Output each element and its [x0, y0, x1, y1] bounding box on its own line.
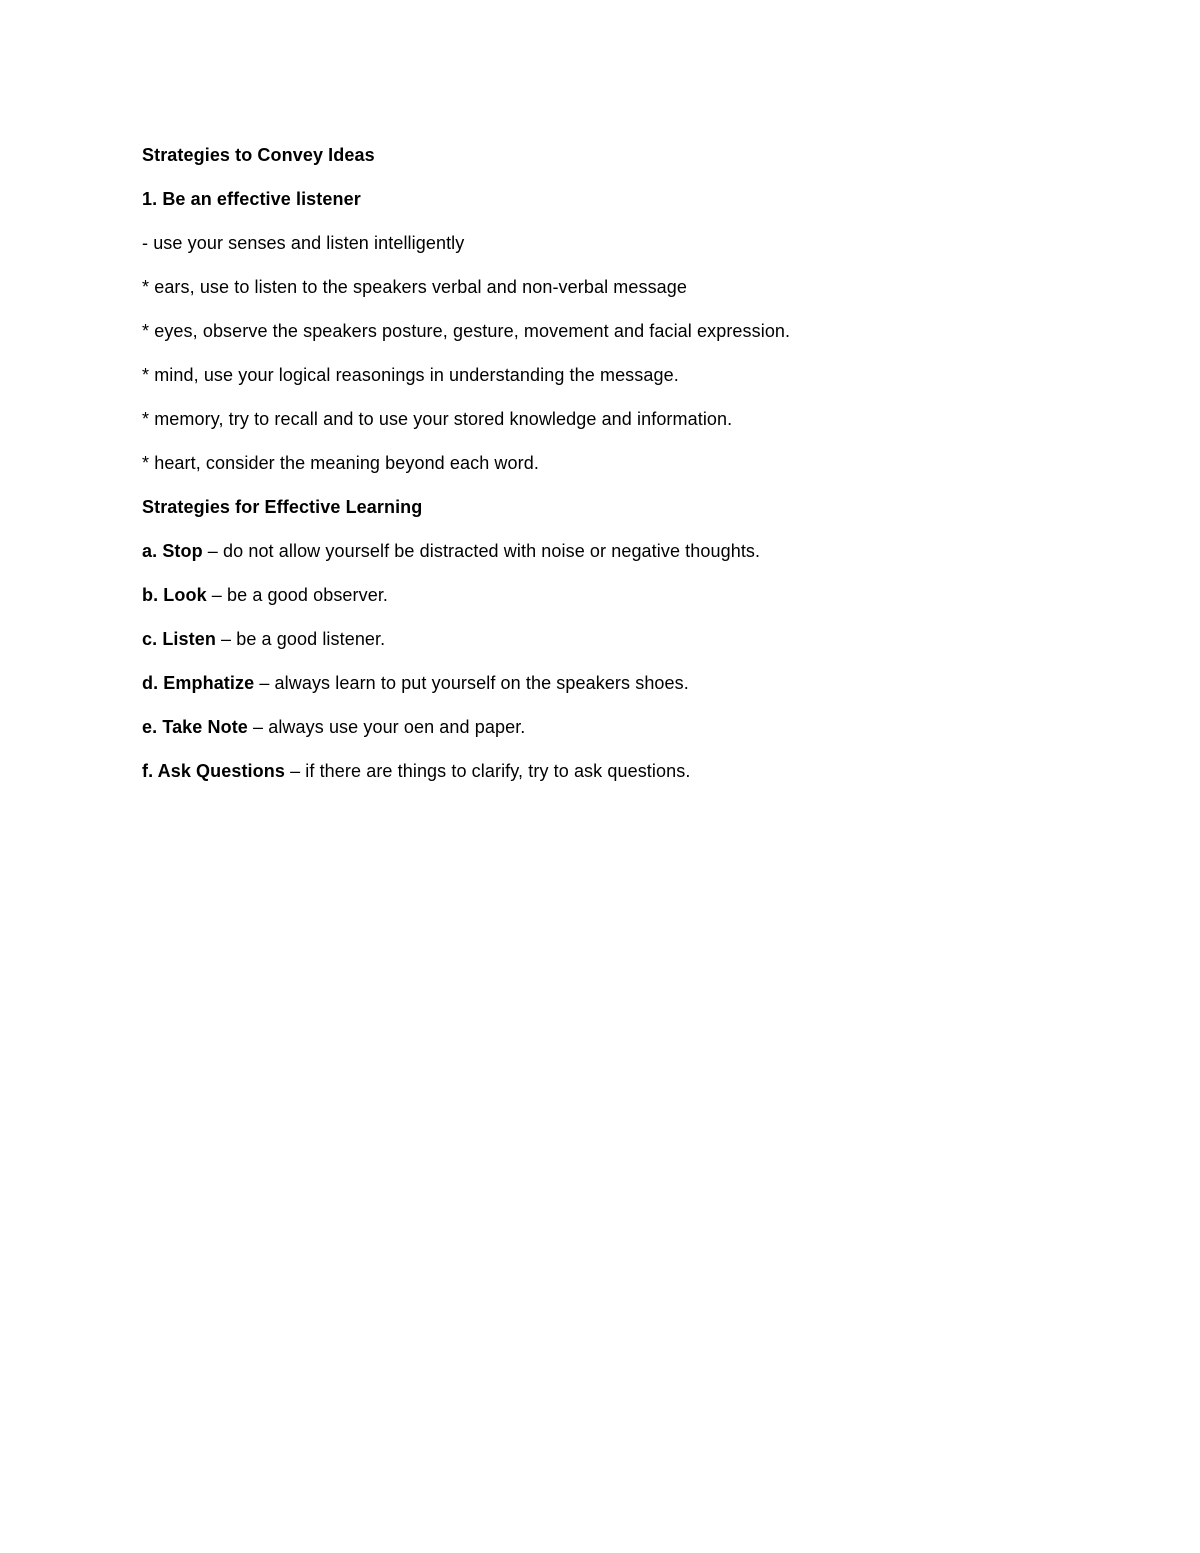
strategy-item-listen [142, 624, 1102, 654]
strategy-desc: – always learn to put yourself on the speakers shoes. [254, 673, 689, 693]
sense-item-heart: * heart, consider the meaning beyond each word. [142, 453, 539, 473]
strategy-desc: – do not allow yourself be distracted with noise or negative thoughts. [202, 541, 761, 561]
section-title-convey-ideas: Strategies to Convey Ideas [142, 145, 375, 165]
strategy-term: d. Emphatize [142, 673, 255, 693]
sense-item-mind: * mind, use your logical reasonings in understanding the message. [142, 365, 679, 385]
document-content [142, 140, 1102, 800]
strategy-term: b. Look [142, 585, 207, 605]
strategy-term: e. Take Note [142, 717, 248, 737]
strategy-item-look [142, 580, 1102, 610]
sense-item-ears: * ears, use to listen to the speakers verbal and non-verbal message [142, 277, 688, 297]
strategy-term: f. Ask Questions [142, 761, 285, 781]
strategy-item-emphatize [142, 668, 1102, 698]
strategy-desc: – be a good listener. [215, 629, 386, 649]
strategy-term: c. Listen [142, 629, 216, 649]
item-intro-senses: - use your senses and listen intelligently [142, 233, 465, 253]
sense-item-eyes: * eyes, observe the speakers posture, gesture, movement and facial expression. [142, 321, 791, 341]
item-heading-effective-listener: 1. Be an effective listener [142, 189, 361, 209]
strategy-item-take-note [142, 712, 1102, 742]
strategy-item-ask-questions [142, 756, 1102, 786]
strategy-desc: – always use your oen and paper. [247, 717, 526, 737]
strategy-term: a. Stop [142, 541, 203, 561]
section-title-effective-learning: Strategies for Effective Learning [142, 497, 423, 517]
strategy-desc: – be a good observer. [206, 585, 389, 605]
sense-item-memory: * memory, try to recall and to use your stored knowledge and information. [142, 409, 733, 429]
strategy-desc: – if there are things to clarify, try to ask questions. [284, 761, 691, 781]
strategy-item-stop [142, 536, 1102, 566]
